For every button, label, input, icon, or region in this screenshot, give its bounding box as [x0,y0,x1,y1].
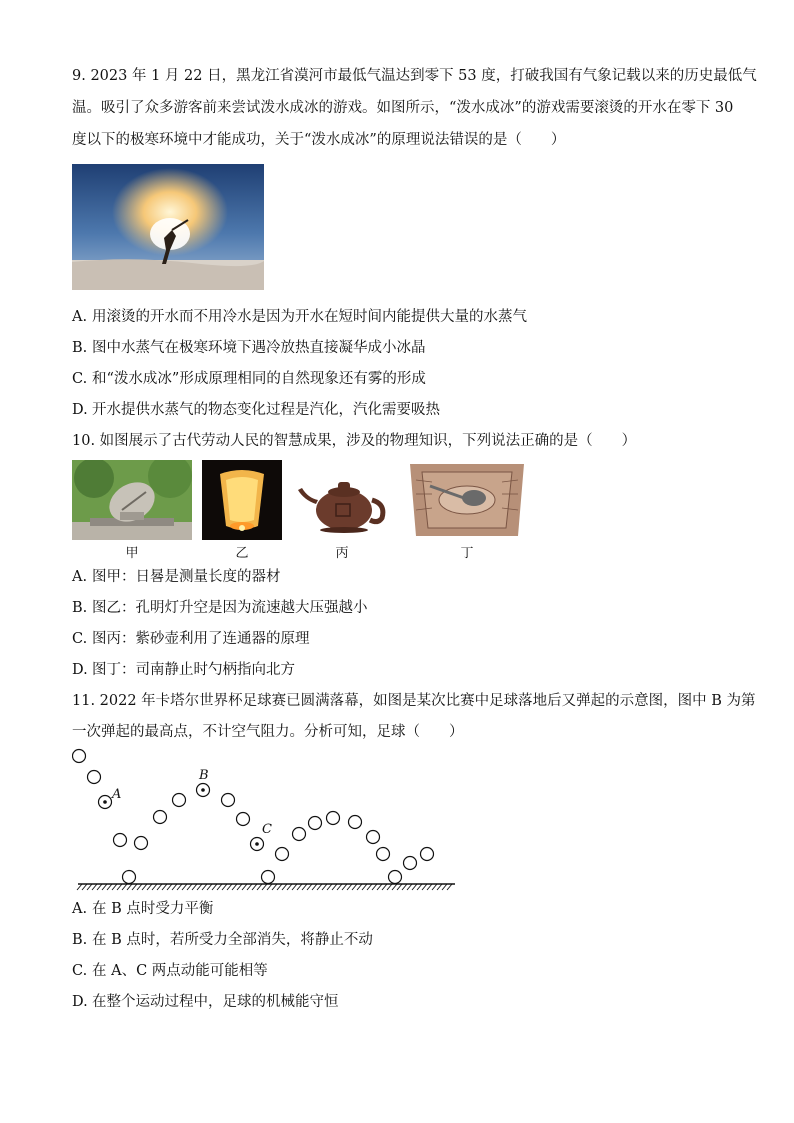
ball [349,816,362,829]
q9-stem-line-3: 度以下的极寒环境中才能成功，关于“泼水成冰”的原理说法错误的是（ ） [72,132,566,148]
ball [88,771,101,784]
option-text: 图中水蒸气在极寒环境下遇冷放热直接凝华成小冰晶 [92,340,426,356]
ball [367,831,380,844]
ball [404,857,417,870]
option-key: A. [72,901,88,917]
q9-option-d [72,400,440,420]
ball [276,848,289,861]
q10-option-b [72,598,368,618]
caption-ding: 丁 [460,546,474,561]
sinan-compass-photo [406,460,528,540]
ball-bounce-diagram [72,745,462,895]
option-key: B. [72,600,88,616]
option-key: A. [72,569,88,585]
q11-option-a [72,899,213,919]
ball [389,871,402,884]
q11-stem-line-1: 11. 2022 年卡塔尔世界杯足球赛已圆满落幕，如图是某次比赛中足球落地后又弹起的示意图，图中 B 为第 [72,693,756,709]
ball [135,837,148,850]
ground-hatching [77,884,452,890]
option-text: 开水提供水蒸气的物态变化过程是汽化，汽化需要吸热 [92,402,440,418]
ball [293,828,306,841]
q9-stem-line-2: 温。吸引了众多游客前来尝试泼水成冰的游戏。如图所示，“泼水成冰”的游戏需要滚烫的开水在零下 30 [72,100,734,116]
option-key: D. [72,994,88,1010]
boiling-water-freeze-photo [72,164,264,290]
ball [327,812,340,825]
q11-stem-line-2: 一次弹起的最高点，不计空气阻力。分析可知，足球（ ） [72,724,464,740]
caption-yi: 乙 [235,546,249,561]
ball [421,848,434,861]
q10-option-d [72,660,295,680]
label-a: A [112,787,122,802]
option-text: 图丁：司南静止时勺柄指向北方 [92,662,295,678]
zisha-teapot-photo [292,460,392,540]
option-text: 图乙：孔明灯升空是因为流速越大压强越小 [92,600,368,616]
label-b: B [199,768,209,783]
option-text: 在整个运动过程中，足球的机械能守恒 [92,994,339,1010]
option-text: 在 B 点时受力平衡 [92,901,214,917]
q9-option-a [72,307,527,327]
ball [222,794,235,807]
ball [154,811,167,824]
option-key: C. [72,371,88,387]
ball [377,848,390,861]
option-key: D. [72,662,88,678]
q9-stem-line-1: 9. 2023 年 1 月 22 日，黑龙江省漠河市最低气温达到零下 53 度，打破我国有气象记载以来的历史最低气 [72,68,757,84]
option-text: 用滚烫的开水而不用冷水是因为开水在短时间内能提供大量的水蒸气 [92,309,527,325]
ball [173,794,186,807]
q9-option-b [72,338,426,358]
option-text: 图甲：日晷是测量长度的器材 [92,569,281,585]
q10-stem-line-1: 10. 如图展示了古代劳动人民的智慧成果，涉及的物理知识，下列说法正确的是（ ） [72,433,637,449]
ball [309,817,322,830]
caption-jia: 甲 [125,546,139,561]
option-text: 在 A、C 两点动能可能相等 [92,963,268,979]
option-text: 图丙：紫砂壶利用了连通器的原理 [92,631,310,647]
option-key: C. [72,631,88,647]
ball [114,834,127,847]
q11-option-c [72,961,268,981]
caption-bing: 丙 [335,546,349,561]
ball [73,750,86,763]
ball-positions [73,750,434,884]
option-key: B. [72,932,88,948]
q10-option-c [72,629,310,649]
ball [237,813,250,826]
ball [123,871,136,884]
q10-option-a [72,567,281,587]
kongming-lantern-photo [202,460,282,540]
option-key: A. [72,309,88,325]
option-text: 在 B 点时，若所受力全部消失，将静止不动 [92,932,373,948]
option-key: D. [72,402,88,418]
q11-option-b [72,930,373,950]
ball [262,871,275,884]
q11-option-d [72,992,339,1012]
q9-option-c [72,369,426,389]
label-c: C [262,822,272,837]
sundial-photo [72,460,192,540]
option-key: C. [72,963,88,979]
option-key: B. [72,340,88,356]
option-text: 和“泼水成冰”形成原理相同的自然现象还有雾的形成 [92,371,426,387]
